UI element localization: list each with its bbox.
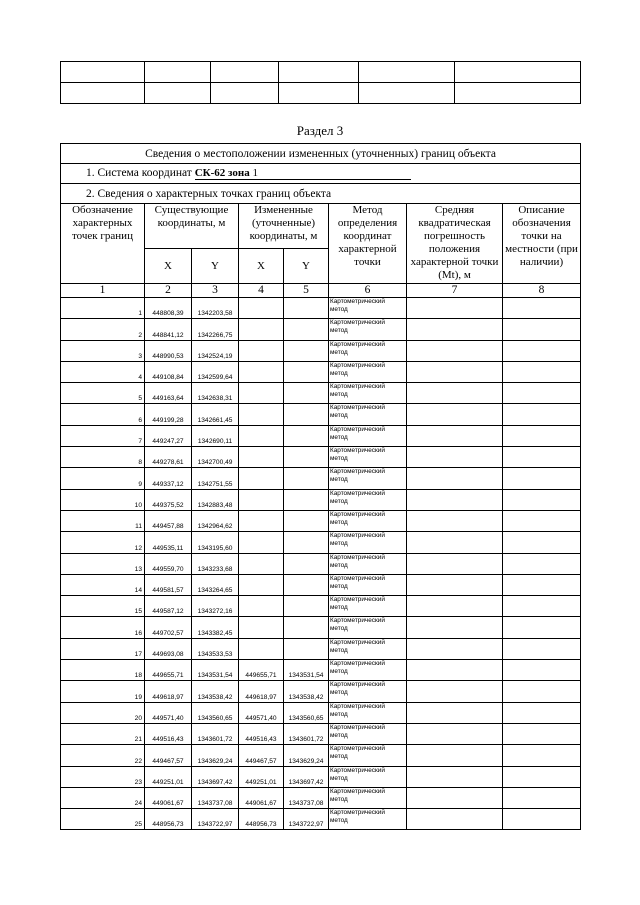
changed-x-cell: 449516,43	[239, 723, 284, 744]
existing-x-cell: 448808,39	[145, 298, 192, 319]
point-number-cell: 19	[61, 681, 145, 702]
changed-y-cell	[284, 574, 329, 595]
changed-x-cell	[239, 510, 284, 531]
changed-x-cell	[239, 298, 284, 319]
changed-x-cell: 449061,67	[239, 787, 284, 808]
method-cell: Картометрический метод	[329, 489, 407, 510]
method-cell: Картометрический метод	[329, 361, 407, 382]
changed-y-cell	[284, 425, 329, 446]
existing-y-cell: 1343697,42	[192, 766, 239, 787]
description-cell	[503, 361, 581, 382]
accuracy-cell	[407, 361, 503, 382]
existing-y-cell: 1343531,54	[192, 660, 239, 681]
description-cell	[503, 574, 581, 595]
header-changed-x: X	[239, 249, 284, 284]
method-cell: Картометрический метод	[329, 787, 407, 808]
changed-y-cell	[284, 596, 329, 617]
changed-x-cell	[239, 447, 284, 468]
existing-x-cell: 449375,52	[145, 489, 192, 510]
existing-y-cell: 1342266,75	[192, 319, 239, 340]
accuracy-cell	[407, 319, 503, 340]
method-cell: Картометрический метод	[329, 425, 407, 446]
description-cell	[503, 638, 581, 659]
changed-x-cell	[239, 553, 284, 574]
table-row	[61, 681, 581, 702]
existing-y-cell: 1343382,45	[192, 617, 239, 638]
point-number-cell: 4	[61, 361, 145, 382]
existing-y-cell: 1343533,53	[192, 638, 239, 659]
existing-x-cell: 449535,11	[145, 532, 192, 553]
changed-x-cell: 449467,57	[239, 745, 284, 766]
point-number-cell: 23	[61, 766, 145, 787]
existing-y-cell: 1343233,68	[192, 553, 239, 574]
changed-y-cell	[284, 468, 329, 489]
method-cell: Картометрический метод	[329, 702, 407, 723]
changed-x-cell	[239, 361, 284, 382]
method-cell: Картометрический метод	[329, 298, 407, 319]
accuracy-cell	[407, 702, 503, 723]
description-cell	[503, 447, 581, 468]
col-number: 3	[192, 284, 239, 298]
header-changed-y: Y	[284, 249, 329, 284]
point-number-cell: 7	[61, 425, 145, 446]
existing-x-cell: 448841,12	[145, 319, 192, 340]
description-cell	[503, 702, 581, 723]
description-cell	[503, 319, 581, 340]
method-cell: Картометрический метод	[329, 617, 407, 638]
method-cell: Картометрический метод	[329, 510, 407, 531]
existing-y-cell: 1343538,42	[192, 681, 239, 702]
changed-y-cell	[284, 340, 329, 361]
accuracy-cell	[407, 383, 503, 404]
changed-y-cell	[284, 532, 329, 553]
existing-y-cell: 1342661,45	[192, 404, 239, 425]
description-cell	[503, 596, 581, 617]
col-number: 5	[284, 284, 329, 298]
existing-x-cell: 449108,84	[145, 361, 192, 382]
changed-x-cell	[239, 574, 284, 595]
description-cell	[503, 340, 581, 361]
changed-y-cell: 1343531,54	[284, 660, 329, 681]
changed-y-cell	[284, 361, 329, 382]
point-number-cell: 6	[61, 404, 145, 425]
table-row	[61, 532, 581, 553]
point-number-cell: 20	[61, 702, 145, 723]
changed-y-cell	[284, 383, 329, 404]
point-number-cell: 8	[61, 447, 145, 468]
description-cell	[503, 723, 581, 744]
changed-y-cell: 1343737,08	[284, 787, 329, 808]
header-accuracy: Средняя квадратическая погрешность положения характерной точки (Mt), м	[407, 204, 503, 284]
previous-section-table-fragment	[60, 61, 581, 104]
changed-x-cell	[239, 383, 284, 404]
method-cell: Картометрический метод	[329, 404, 407, 425]
point-number-cell: 25	[61, 809, 145, 830]
existing-x-cell: 449702,57	[145, 617, 192, 638]
description-cell	[503, 745, 581, 766]
col-number: 6	[329, 284, 407, 298]
existing-y-cell: 1342751,55	[192, 468, 239, 489]
changed-y-cell	[284, 319, 329, 340]
existing-y-cell: 1343629,24	[192, 745, 239, 766]
description-cell	[503, 617, 581, 638]
description-cell	[503, 425, 581, 446]
header-existing-coords: Существующие координаты, м	[145, 204, 239, 249]
table-row	[61, 723, 581, 744]
existing-x-cell: 449199,28	[145, 404, 192, 425]
point-number-cell: 22	[61, 745, 145, 766]
existing-x-cell: 449457,88	[145, 510, 192, 531]
method-cell: Картометрический метод	[329, 447, 407, 468]
table-row	[61, 638, 581, 659]
table-row	[61, 425, 581, 446]
changed-x-cell	[239, 596, 284, 617]
accuracy-cell	[407, 638, 503, 659]
existing-x-cell: 449247,27	[145, 425, 192, 446]
existing-y-cell: 1343722,97	[192, 809, 239, 830]
point-number-cell: 11	[61, 510, 145, 531]
existing-x-cell: 449061,67	[145, 787, 192, 808]
existing-x-cell: 449559,70	[145, 553, 192, 574]
coord-system-line	[61, 164, 581, 184]
point-number-cell: 2	[61, 319, 145, 340]
changed-y-cell	[284, 489, 329, 510]
col-number: 4	[239, 284, 284, 298]
table-row	[61, 298, 581, 319]
existing-x-cell: 449251,01	[145, 766, 192, 787]
changed-x-cell: 449618,97	[239, 681, 284, 702]
changed-x-cell: 449251,01	[239, 766, 284, 787]
existing-x-cell: 449337,12	[145, 468, 192, 489]
header-method: Метод определения координат характерной точки	[329, 204, 407, 284]
table-row	[61, 809, 581, 830]
existing-y-cell: 1342690,11	[192, 425, 239, 446]
existing-x-cell: 449693,08	[145, 638, 192, 659]
method-cell: Картометрический метод	[329, 638, 407, 659]
col-number: 2	[145, 284, 192, 298]
boundary-points-table	[60, 143, 581, 830]
table-row	[61, 745, 581, 766]
description-cell	[503, 553, 581, 574]
accuracy-cell	[407, 447, 503, 468]
header-changed-coords: Измененные (уточненные) координаты, м	[239, 204, 329, 249]
description-cell	[503, 809, 581, 830]
existing-x-cell: 448990,53	[145, 340, 192, 361]
existing-y-cell: 1343264,65	[192, 574, 239, 595]
point-number-cell: 10	[61, 489, 145, 510]
existing-y-cell: 1342964,62	[192, 510, 239, 531]
method-cell: Картометрический метод	[329, 319, 407, 340]
description-cell	[503, 489, 581, 510]
col-number: 8	[503, 284, 581, 298]
accuracy-cell	[407, 787, 503, 808]
existing-y-cell: 1342638,31	[192, 383, 239, 404]
accuracy-cell	[407, 425, 503, 446]
section-title: Раздел 3	[296, 123, 344, 138]
accuracy-cell	[407, 489, 503, 510]
changed-x-cell	[239, 468, 284, 489]
accuracy-cell	[407, 596, 503, 617]
existing-x-cell: 449587,12	[145, 596, 192, 617]
header-description: Описание обозначения точки на местности (при наличии)	[503, 204, 581, 284]
changed-x-cell	[239, 319, 284, 340]
existing-y-cell: 1343272,16	[192, 596, 239, 617]
changed-y-cell	[284, 553, 329, 574]
method-cell: Картометрический метод	[329, 681, 407, 702]
existing-y-cell: 1342599,64	[192, 361, 239, 382]
accuracy-cell	[407, 766, 503, 787]
table-row	[61, 553, 581, 574]
point-number-cell: 24	[61, 787, 145, 808]
table-row	[61, 766, 581, 787]
changed-x-cell	[239, 532, 284, 553]
header-existing-x: X	[145, 249, 192, 284]
description-cell	[503, 681, 581, 702]
description-cell	[503, 766, 581, 787]
changed-y-cell: 1343722,97	[284, 809, 329, 830]
table-row	[61, 660, 581, 681]
existing-x-cell: 449571,40	[145, 702, 192, 723]
point-number-cell: 14	[61, 574, 145, 595]
existing-y-cell: 1342524,19	[192, 340, 239, 361]
method-cell: Картометрический метод	[329, 468, 407, 489]
point-number-cell: 9	[61, 468, 145, 489]
table-row	[61, 404, 581, 425]
changed-y-cell	[284, 638, 329, 659]
accuracy-cell	[407, 809, 503, 830]
existing-y-cell: 1343737,08	[192, 787, 239, 808]
accuracy-cell	[407, 574, 503, 595]
table-row	[61, 361, 581, 382]
method-cell: Картометрический метод	[329, 660, 407, 681]
method-cell: Картометрический метод	[329, 553, 407, 574]
changed-y-cell	[284, 447, 329, 468]
method-cell: Картометрический метод	[329, 340, 407, 361]
accuracy-cell	[407, 660, 503, 681]
existing-y-cell: 1342700,49	[192, 447, 239, 468]
method-cell: Картометрический метод	[329, 766, 407, 787]
existing-x-cell: 449516,43	[145, 723, 192, 744]
table-row	[61, 83, 581, 104]
changed-x-cell	[239, 425, 284, 446]
method-cell: Картометрический метод	[329, 596, 407, 617]
changed-y-cell	[284, 404, 329, 425]
method-cell: Картометрический метод	[329, 532, 407, 553]
existing-x-cell: 449467,57	[145, 745, 192, 766]
point-number-cell: 5	[61, 383, 145, 404]
accuracy-cell	[407, 553, 503, 574]
existing-y-cell: 1343560,65	[192, 702, 239, 723]
table-row	[61, 62, 581, 83]
method-cell: Картометрический метод	[329, 809, 407, 830]
table-row	[61, 510, 581, 531]
points-heading: 2. Сведения о характерных точках границ объекта	[61, 184, 581, 204]
point-number-cell: 12	[61, 532, 145, 553]
table-row	[61, 702, 581, 723]
existing-x-cell: 449581,57	[145, 574, 192, 595]
description-cell	[503, 510, 581, 531]
changed-y-cell	[284, 510, 329, 531]
changed-x-cell	[239, 638, 284, 659]
table-row	[61, 340, 581, 361]
accuracy-cell	[407, 681, 503, 702]
table-row	[61, 617, 581, 638]
method-cell: Картометрический метод	[329, 745, 407, 766]
table-row	[61, 489, 581, 510]
changed-y-cell	[284, 617, 329, 638]
coord-system-value: СК-62 зона 1	[195, 167, 411, 180]
coord-system-label: 1. Система координат	[86, 167, 192, 179]
changed-x-cell: 449571,40	[239, 702, 284, 723]
description-cell	[503, 383, 581, 404]
existing-x-cell: 449618,97	[145, 681, 192, 702]
table-row	[61, 383, 581, 404]
col-number: 1	[61, 284, 145, 298]
changed-x-cell	[239, 340, 284, 361]
description-cell	[503, 532, 581, 553]
point-number-cell: 1	[61, 298, 145, 319]
table-row	[61, 319, 581, 340]
method-cell: Картометрический метод	[329, 574, 407, 595]
accuracy-cell	[407, 745, 503, 766]
table-row	[61, 468, 581, 489]
point-number-cell: 3	[61, 340, 145, 361]
existing-y-cell: 1343195,60	[192, 532, 239, 553]
changed-y-cell: 1343601,72	[284, 723, 329, 744]
changed-y-cell: 1343629,24	[284, 745, 329, 766]
table-row	[61, 447, 581, 468]
changed-x-cell	[239, 489, 284, 510]
col-number: 7	[407, 284, 503, 298]
changed-x-cell	[239, 617, 284, 638]
header-point-designation: Обозначение характерных точек границ	[61, 204, 145, 284]
changed-x-cell: 448956,73	[239, 809, 284, 830]
existing-y-cell: 1343601,72	[192, 723, 239, 744]
method-cell: Картометрический метод	[329, 723, 407, 744]
table-row	[61, 574, 581, 595]
table-caption: Сведения о местоположении измененных (уточненных) границ объекта	[61, 144, 581, 164]
point-number-cell: 17	[61, 638, 145, 659]
header-existing-y: Y	[192, 249, 239, 284]
changed-x-cell	[239, 404, 284, 425]
accuracy-cell	[407, 404, 503, 425]
description-cell	[503, 468, 581, 489]
existing-x-cell: 449278,61	[145, 447, 192, 468]
description-cell	[503, 298, 581, 319]
point-number-cell: 15	[61, 596, 145, 617]
accuracy-cell	[407, 298, 503, 319]
existing-x-cell: 449163,64	[145, 383, 192, 404]
existing-y-cell: 1342203,58	[192, 298, 239, 319]
accuracy-cell	[407, 340, 503, 361]
table-row	[61, 787, 581, 808]
changed-y-cell: 1343538,42	[284, 681, 329, 702]
existing-y-cell: 1342883,48	[192, 489, 239, 510]
description-cell	[503, 787, 581, 808]
table-row	[61, 596, 581, 617]
changed-y-cell	[284, 298, 329, 319]
changed-y-cell: 1343560,65	[284, 702, 329, 723]
accuracy-cell	[407, 617, 503, 638]
accuracy-cell	[407, 532, 503, 553]
point-number-cell: 21	[61, 723, 145, 744]
point-number-cell: 18	[61, 660, 145, 681]
column-number-row	[61, 284, 581, 298]
description-cell	[503, 660, 581, 681]
changed-x-cell: 449655,71	[239, 660, 284, 681]
accuracy-cell	[407, 468, 503, 489]
accuracy-cell	[407, 510, 503, 531]
existing-x-cell: 448956,73	[145, 809, 192, 830]
method-cell: Картометрический метод	[329, 383, 407, 404]
description-cell	[503, 404, 581, 425]
changed-y-cell: 1343697,42	[284, 766, 329, 787]
point-number-cell: 16	[61, 617, 145, 638]
point-number-cell: 13	[61, 553, 145, 574]
existing-x-cell: 449655,71	[145, 660, 192, 681]
accuracy-cell	[407, 723, 503, 744]
